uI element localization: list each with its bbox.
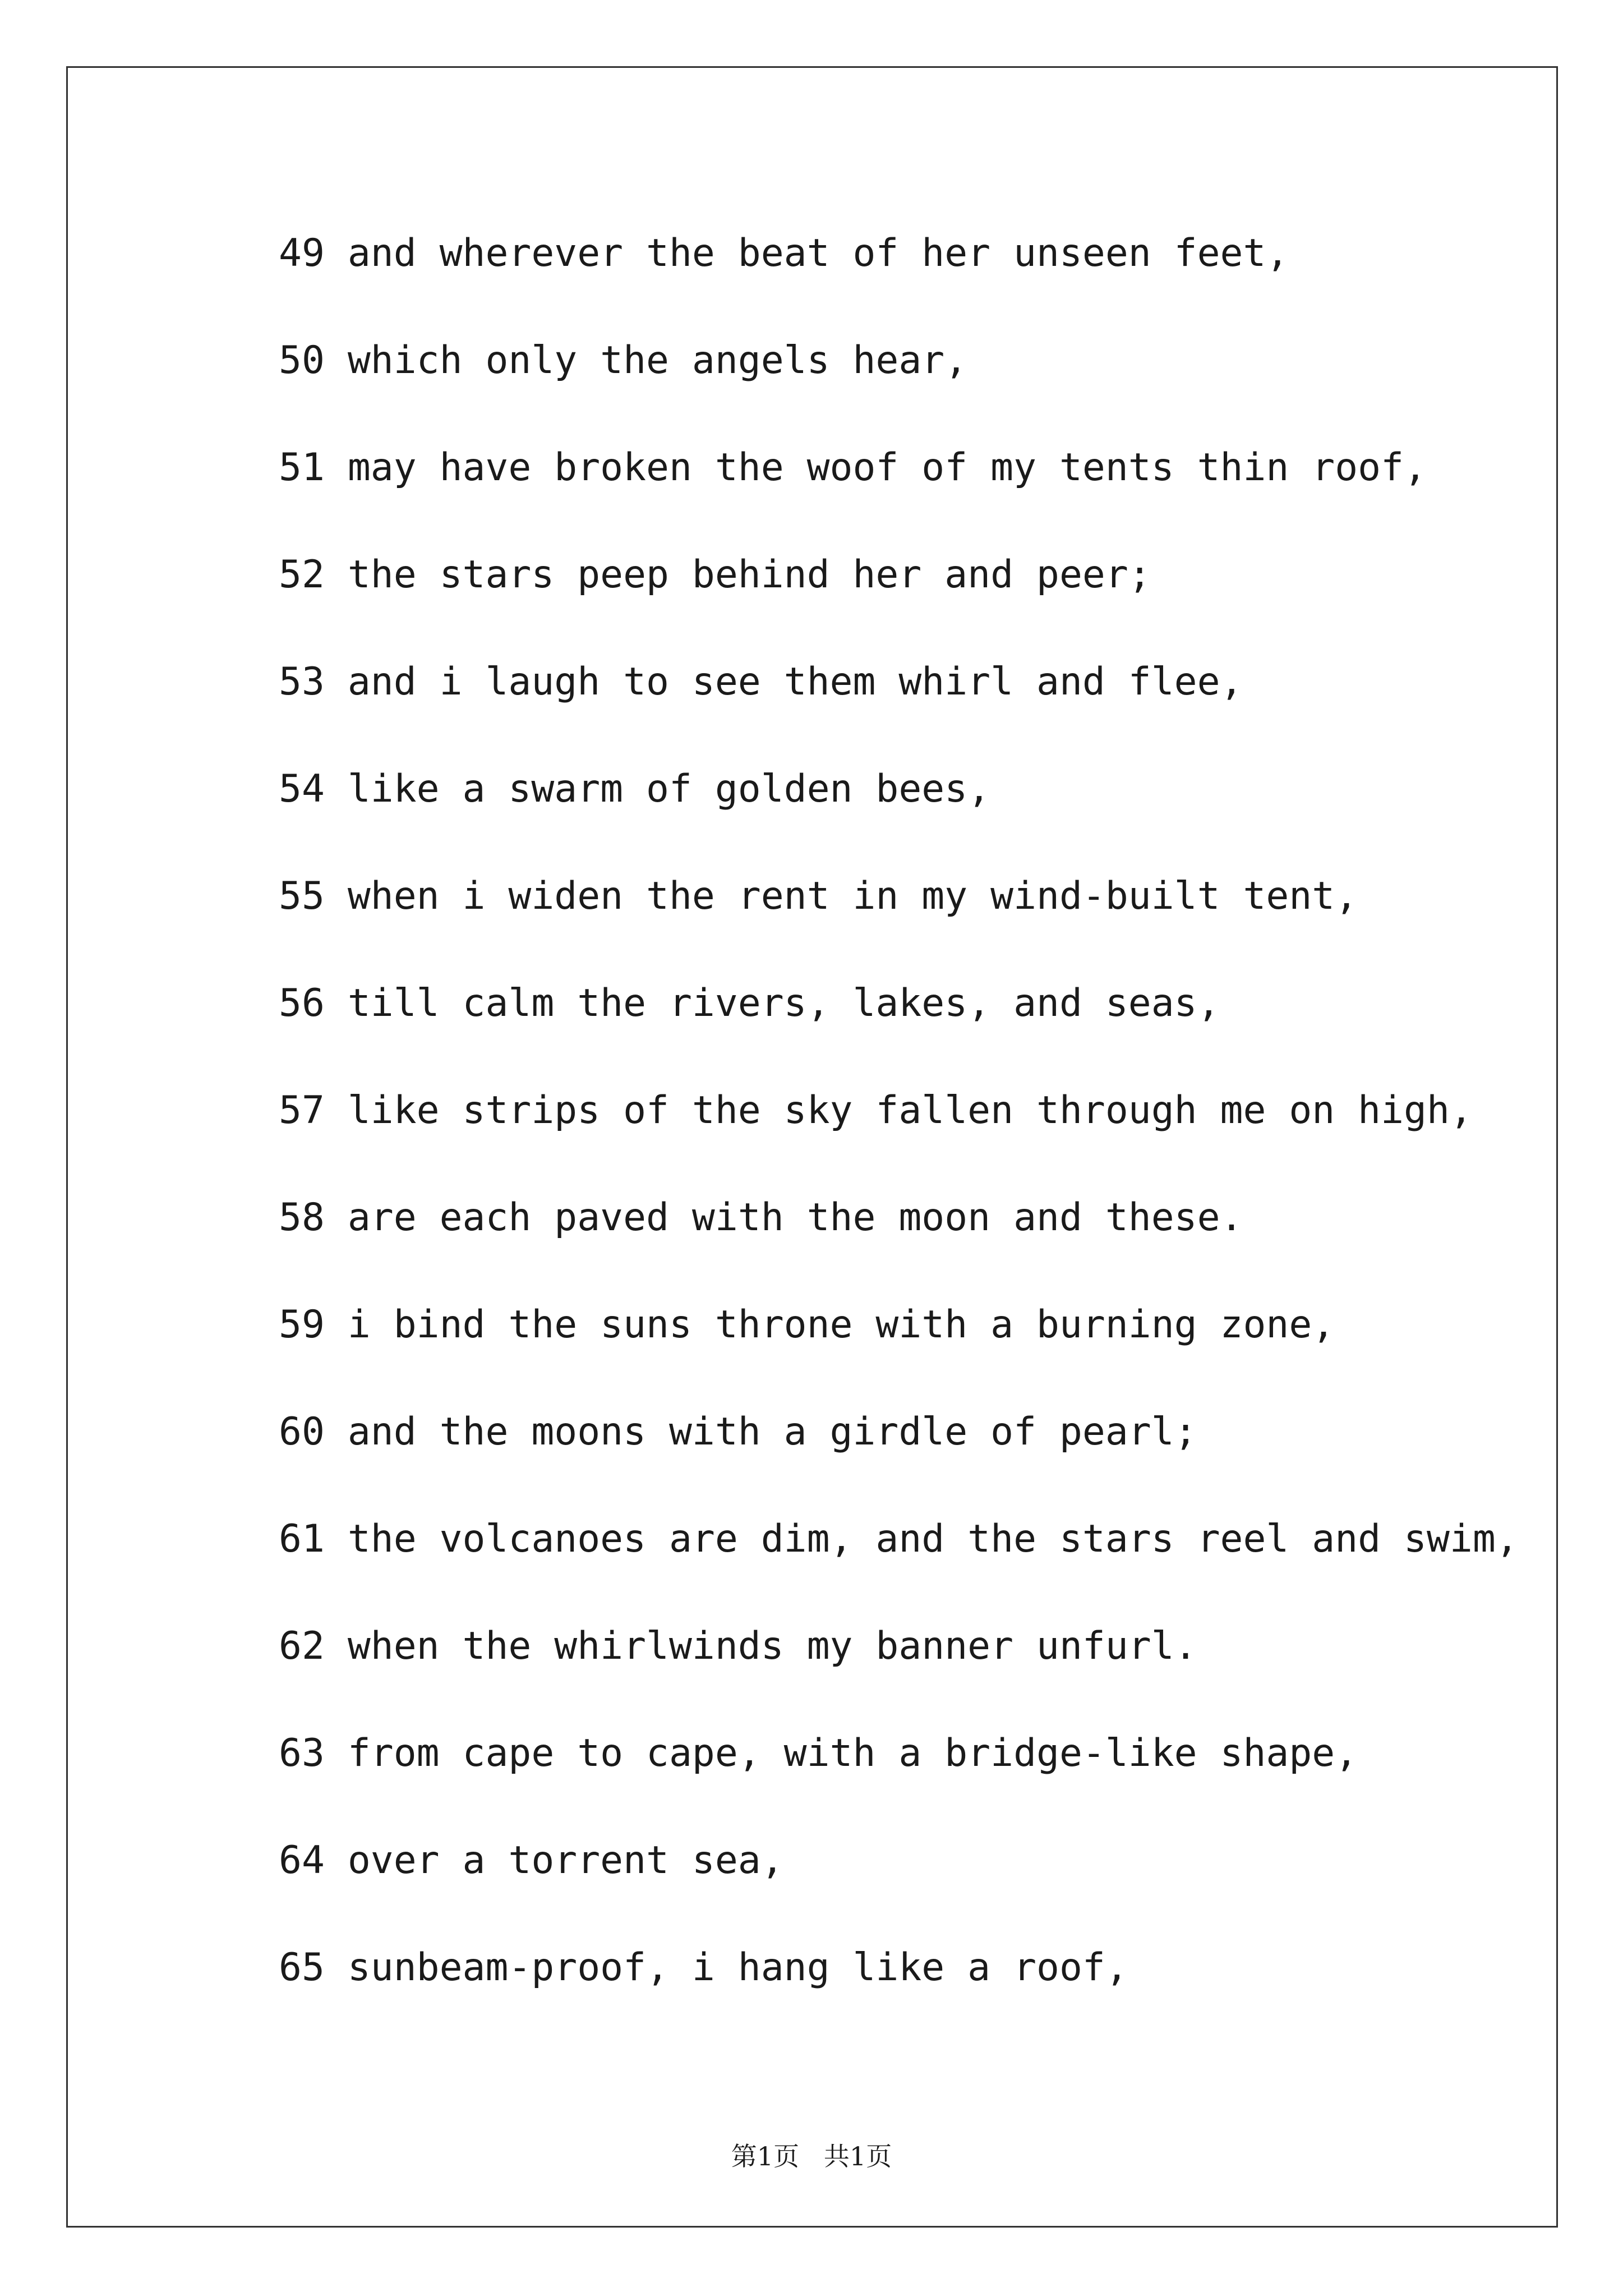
poem-lines bbox=[279, 224, 1519, 2046]
page-number-footer: 第1页 共1页 bbox=[731, 2141, 892, 2171]
poem-line: 63 from cape to cape, with a bridge-like shape, bbox=[279, 1731, 1358, 1775]
poem-line: 59 i bind the suns throne with a burning zone, bbox=[279, 1303, 1335, 1347]
poem-line: 50 which only the angels hear, bbox=[279, 338, 968, 383]
poem-line: 57 like strips of the sky fallen through me on high, bbox=[279, 1088, 1473, 1133]
poem-line: 62 when the whirlwinds my banner unfurl. bbox=[279, 1624, 1197, 1668]
poem-line: 53 and i laugh to see them whirl and flee, bbox=[279, 660, 1243, 704]
poem-line: 65 sunbeam-proof, i hang like a roof, bbox=[279, 1945, 1128, 1990]
poem-line: 55 when i widen the rent in my wind-built tent, bbox=[279, 874, 1358, 918]
poem-line: 61 the volcanoes are dim, and the stars reel and swim, bbox=[279, 1517, 1519, 1561]
poem-line: 54 like a swarm of golden bees, bbox=[279, 767, 991, 811]
poem-line: 49 and wherever the beat of her unseen feet, bbox=[279, 231, 1289, 275]
poem-line: 56 till calm the rivers, lakes, and seas, bbox=[279, 981, 1220, 1025]
poem-line: 60 and the moons with a girdle of pearl; bbox=[279, 1410, 1197, 1454]
poem-line: 52 the stars peep behind her and peer; bbox=[279, 553, 1151, 597]
poem-line: 58 are each paved with the moon and these. bbox=[279, 1195, 1243, 1240]
poem-line: 64 over a torrent sea, bbox=[279, 1838, 784, 1883]
poem-line: 51 may have broken the woof of my tents thin roof, bbox=[279, 445, 1427, 490]
